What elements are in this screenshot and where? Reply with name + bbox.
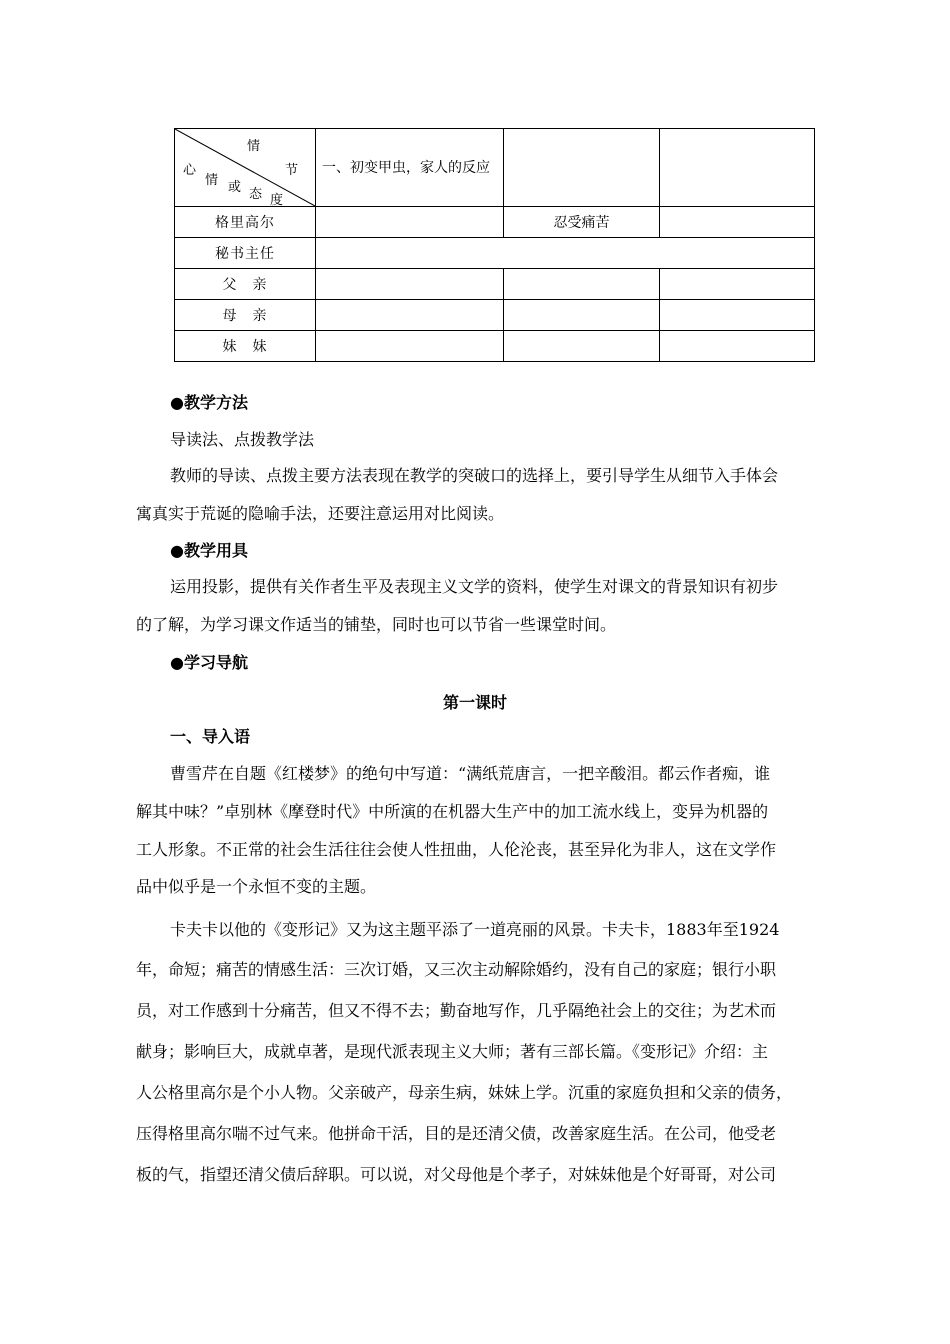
diagonal-header-cell <box>175 129 316 207</box>
paragraph-line: 卡夫卡以他的《变形记》又为这主题平添了一道亮丽的风景。卡夫卡，1883年至1924 <box>170 920 780 939</box>
paragraph-line: 运用投影，提供有关作者生平及表现主义文学的资料，使学生对课文的背景知识有初步 <box>170 577 779 596</box>
paragraph-line: 解其中味？”卓别林《摩登时代》中所演的在机器大生产中的加工流水线上，变异为机器的 <box>136 802 769 821</box>
diag-label-right: 节 <box>285 163 299 178</box>
diag-label-left-5: 度 <box>270 193 284 208</box>
paragraph-line: 员，对工作感到十分痛苦，但又不得不去；勤奋地写作，几乎隔绝社会上的交往；为艺术而 <box>136 1001 777 1020</box>
row-label: 格里高尔 <box>175 207 316 238</box>
table-cell-merged <box>316 238 815 269</box>
paragraph-line: 教师的导读、点拨主要方法表现在教学的突破口的选择上，要引导学生从细节入手体会 <box>170 466 779 485</box>
paragraph-line: 献身；影响巨大，成就卓著，是现代派表现主义大师；著有三部长篇。《变形记》介绍：主 <box>136 1042 769 1061</box>
paragraph-line: 的了解，为学习课文作适当的铺垫，同时也可以节省一些课堂时间。 <box>136 615 617 634</box>
table-cell <box>504 331 660 362</box>
table-row <box>175 207 815 238</box>
header-col-1 <box>316 129 504 207</box>
table-cell <box>660 331 815 362</box>
row-label: 秘书主任 <box>175 238 316 269</box>
row-label: 母 亲 <box>175 300 316 331</box>
table-row <box>175 300 815 331</box>
table-cell <box>316 269 504 300</box>
table-row <box>175 238 815 269</box>
table-cell <box>504 269 660 300</box>
section-title-tools: ●教学用具 <box>170 541 248 560</box>
paragraph-line: 板的气，指望还清父债后辞职。可以说，对父母他是个孝子，对妹妹他是个好哥哥，对公司 <box>136 1165 777 1184</box>
paragraph-line: 寓真实于荒诞的隐喻手法，还要注意运用对比阅读。 <box>136 504 505 523</box>
paragraph-line: 年，命短；痛苦的情感生活：三次订婚，又三次主动解除婚约，没有自己的家庭；银行小职 <box>136 960 777 979</box>
table-cell <box>316 207 504 238</box>
section-title-method: ●教学方法 <box>170 393 248 412</box>
header-col-3 <box>660 129 815 207</box>
table-cell <box>660 269 815 300</box>
lesson-heading: 第一课时 <box>442 693 507 712</box>
table-cell <box>660 300 815 331</box>
row-label: 妹 妹 <box>175 331 316 362</box>
header-col-1-text: 一、初变甲虫，家人的反应 <box>322 160 490 176</box>
diag-label-left-1: 心 <box>183 163 197 178</box>
table-cell <box>660 207 815 238</box>
character-attitude-table <box>174 128 815 362</box>
row-label: 父 亲 <box>175 269 316 300</box>
diag-label-left-2: 情 <box>205 173 219 188</box>
diag-label-top: 情 <box>247 139 261 154</box>
diag-label-left-3: 或 <box>228 180 242 195</box>
paragraph-line: 工人形象。不正常的社会生活往往会使人性扭曲，人伦沦丧，甚至异化为非人，这在文学作 <box>136 840 777 859</box>
diag-label-left-4: 态 <box>249 187 263 202</box>
table-header-row <box>175 129 815 207</box>
table-row <box>175 269 815 300</box>
table-cell <box>316 300 504 331</box>
method-name: 导读法、点拨教学法 <box>170 430 315 449</box>
paragraph-line: 压得格里高尔喘不过气来。他拼命干活，目的是还清父债，改善家庭生活。在公司，他受老 <box>136 1124 777 1143</box>
paragraph-line: 品中似乎是一个永恒不变的主题。 <box>136 877 377 896</box>
section-title-guide: ●学习导航 <box>170 653 248 672</box>
paragraph-line: 曹雪芹在自题《红楼梦》的绝句中写道：“满纸荒唐言，一把辛酸泪。都云作者痴，谁 <box>170 764 771 783</box>
section-title-intro: 一、导入语 <box>170 727 251 746</box>
paragraph-line: 人公格里高尔是个小人物。父亲破产，母亲生病，妹妹上学。沉重的家庭负担和父亲的债务， <box>136 1083 793 1102</box>
table-cell <box>316 331 504 362</box>
table-cell: 忍受痛苦 <box>504 207 660 238</box>
table-cell <box>504 300 660 331</box>
header-col-2 <box>504 129 660 207</box>
table-row <box>175 331 815 362</box>
